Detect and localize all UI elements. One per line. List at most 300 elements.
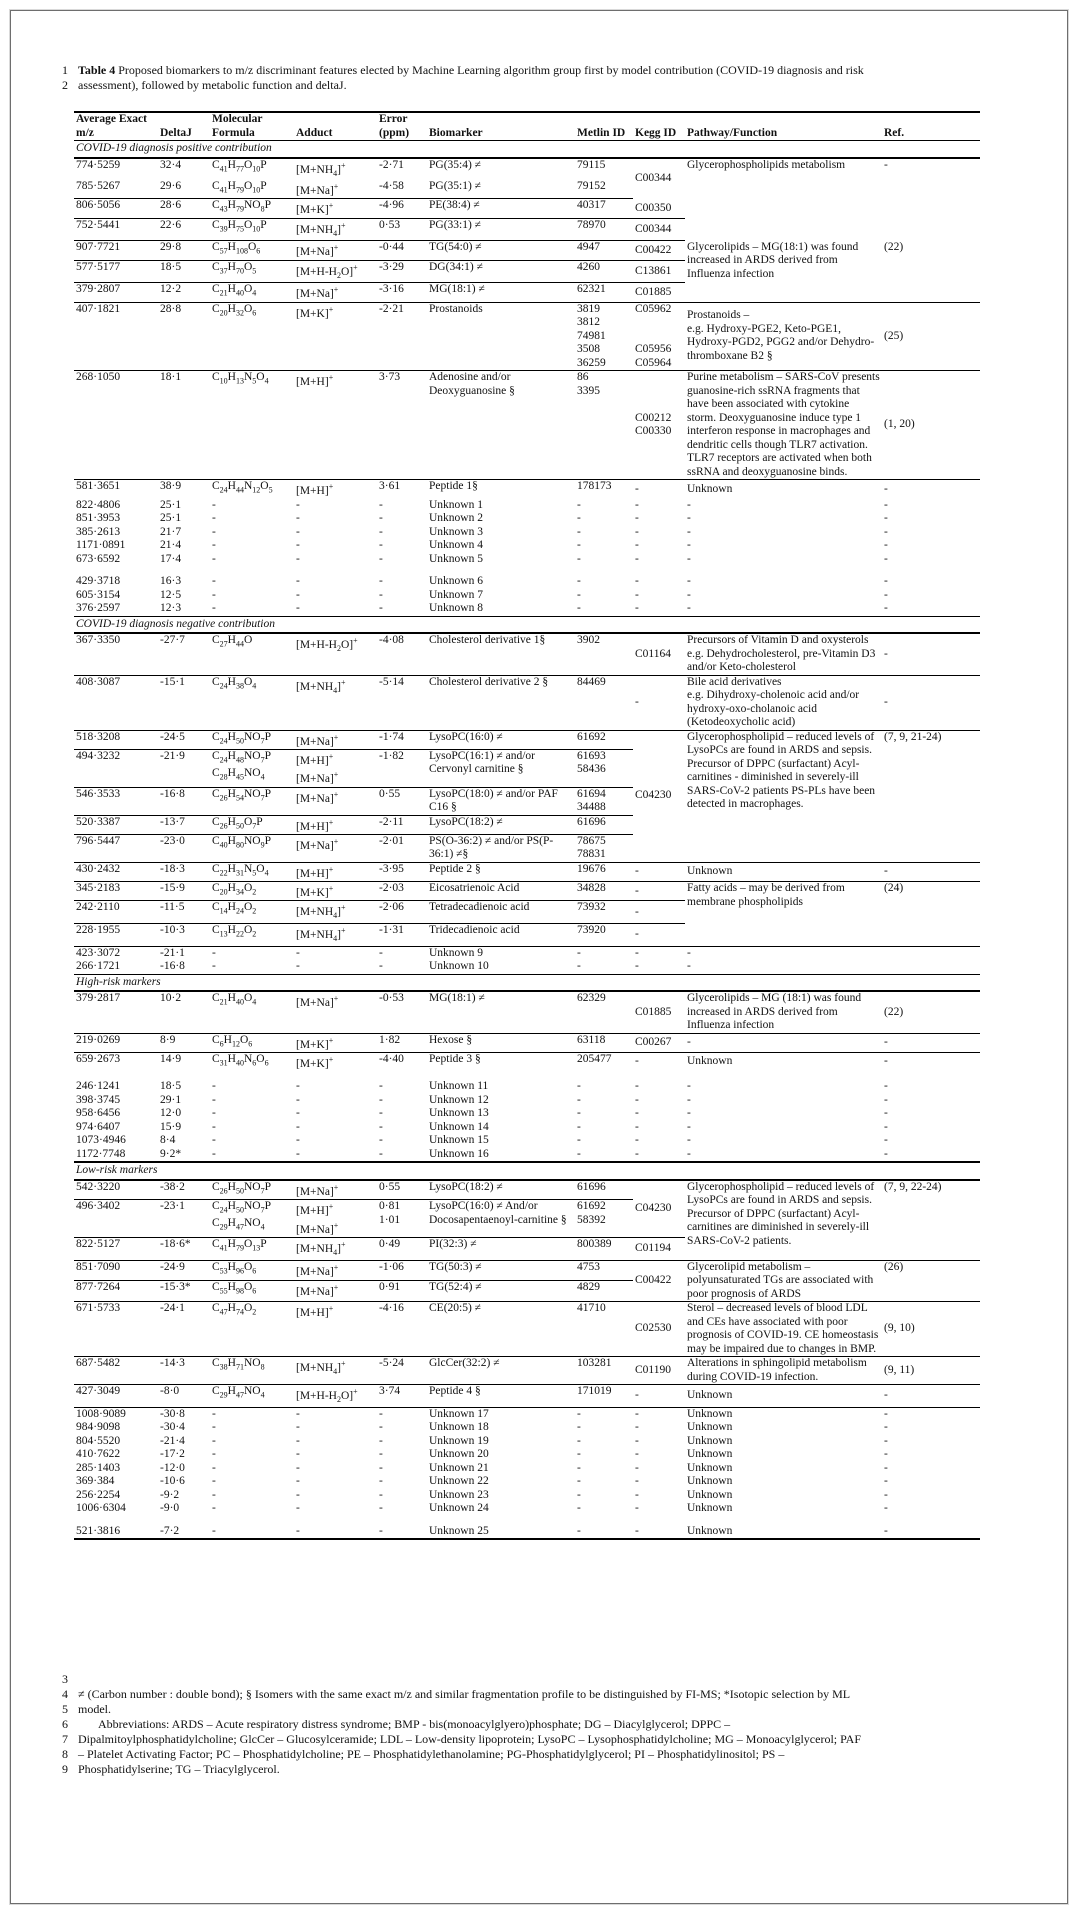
cell-biomarker: Unknown 25 xyxy=(427,1525,575,1540)
cell-pathway: Sterol – decreased levels of blood LDL and CEs have associated with poor prognosis of COVID-19. CE homeostasis may be impaired due to changes in BMP. xyxy=(685,1302,882,1357)
cell-metlin: - xyxy=(577,1107,581,1120)
cell-pathway: - xyxy=(687,602,691,615)
cell-kegg: - xyxy=(635,1093,639,1106)
cell-formula: - xyxy=(212,1093,216,1106)
cell-ref: (22) xyxy=(882,241,980,302)
table-caption xyxy=(62,63,992,93)
cell-deltaj: 9·2* xyxy=(158,1148,210,1163)
cell-mz: 266·1721 xyxy=(76,960,121,973)
cell-mz: 804·5520 xyxy=(76,1434,121,1447)
cell-biomarker: Unknown 6 xyxy=(429,575,483,588)
cell-ref: - xyxy=(884,1407,888,1420)
cell-mz: 687·5482 xyxy=(74,1357,158,1385)
cell-error: -0·44 xyxy=(377,241,427,260)
table-footnotes xyxy=(62,1672,992,1777)
table-row xyxy=(74,1525,980,1540)
cell-kegg: C05962 C05956 C05964 xyxy=(633,302,685,371)
cell-kegg: - xyxy=(635,552,639,565)
table-row xyxy=(74,1302,980,1357)
col-header-biomarker: Biomarker xyxy=(427,112,575,141)
cell-formula: $C_{29}H_{47}NO_4$ xyxy=(210,1385,294,1408)
cell-mz: 242·2110 xyxy=(74,901,158,924)
cell-pathway: - xyxy=(687,552,691,565)
cell-formula: - xyxy=(212,512,216,525)
cell-kegg: C00422 xyxy=(633,1260,685,1302)
table-row xyxy=(74,1357,980,1385)
cell-ref: (25) xyxy=(882,302,980,371)
cell-adduct: [M+H]+ xyxy=(296,482,334,498)
cell-mz: 385·2613 xyxy=(76,525,121,538)
cell-biomarker: PI(32:3) ≠ xyxy=(427,1237,575,1260)
cell-metlin: 61693 58436 xyxy=(575,749,633,787)
cell-error: 3·73 xyxy=(377,371,427,480)
cell-adduct: $[M+NH_4]^+$ xyxy=(294,901,377,924)
cell-formula: $C_{20}H_{34}O_2$ xyxy=(210,882,294,901)
cell-error: - xyxy=(379,575,383,588)
cell-adduct: [M+K]+ xyxy=(296,1055,334,1070)
cell-deltaj: -10·6 xyxy=(160,1475,185,1488)
cell-adduct: [M+Na]+ xyxy=(294,1260,377,1281)
cell-kegg: C01885 xyxy=(633,991,685,1033)
cell-kegg: - xyxy=(635,1080,639,1093)
cell-deltaj: 14·9 xyxy=(160,1053,182,1066)
cell-formula: $C_{38}H_{71}NO_8$ xyxy=(210,1357,294,1385)
cell-mz: 256·2254 xyxy=(76,1488,121,1501)
cell-adduct: $[M+NH_4]^+$ xyxy=(296,160,346,178)
line-number: 4 xyxy=(62,1687,68,1701)
cell-biomarker: Peptide 1§ xyxy=(429,480,478,493)
cell-error: -5·24 xyxy=(377,1357,427,1385)
col-header-adduct: Adduct xyxy=(294,112,377,141)
cell-biomarker: Eicosatrienoic Acid xyxy=(427,882,575,901)
cell-mz: 659·2673 xyxy=(76,1053,121,1066)
line-number: 2 xyxy=(62,78,68,92)
cell-mz: 806·5056 xyxy=(74,199,158,218)
section-row xyxy=(74,141,980,158)
col-header-kegg: Kegg ID xyxy=(633,112,685,141)
cell-ref: - xyxy=(884,588,888,601)
cell-formula: $C_{24}H_{38}O_4$ xyxy=(210,675,294,730)
cell-adduct: - xyxy=(296,1488,300,1501)
cell-deltaj: 8·9 xyxy=(158,1033,210,1052)
cell-error: -3·16 xyxy=(377,283,427,302)
cell-kegg: - xyxy=(635,498,639,511)
cell-formula: $C_{41}H_{77}O_{10}P$ xyxy=(212,158,267,173)
cell-kegg: - xyxy=(635,1488,639,1501)
cell-pathway: Glycerophospholipid – reduced levels of LysoPCs are found in ARDS and sepsis. Precursor of DPPC (surfactant) Acyl-carnitines - diminished in severely-ill SARS-CoV-2 patients PS-PLs have been detected in macrophages. xyxy=(685,730,882,862)
cell-mz: 822·5127 xyxy=(74,1237,158,1260)
cell-biomarker: Unknown 22 xyxy=(429,1475,489,1488)
cell-biomarker: Prostanoids xyxy=(427,302,575,371)
cell-biomarker: PG(35:4) ≠ xyxy=(429,158,481,171)
cell-adduct: - xyxy=(296,1093,300,1106)
cell-deltaj: -18·6* xyxy=(158,1237,210,1260)
table-label: Table 4 xyxy=(78,63,116,77)
cell-error: -3·95 xyxy=(377,862,427,881)
cell-error: -4·58 xyxy=(377,180,427,199)
footnote-symbols-2: model. xyxy=(78,1702,111,1716)
cell-adduct: - xyxy=(296,552,300,565)
cell-biomarker: Unknown 17 xyxy=(429,1407,489,1420)
col-header-formula: Molecular Formula xyxy=(210,112,294,141)
cell-metlin: 3819 3812 74981 3508 36259 xyxy=(575,302,633,371)
cell-formula: $C_{55}H_{98}O_6$ xyxy=(210,1281,294,1302)
cell-formula: - xyxy=(212,1448,216,1461)
cell-metlin: - xyxy=(577,539,581,552)
cell-pathway: - xyxy=(687,960,691,973)
cell-metlin: - xyxy=(577,1448,581,1461)
cell-formula: - xyxy=(212,1475,216,1488)
cell-adduct: $[M+NH_4]^+$ xyxy=(294,1357,377,1385)
table-row xyxy=(74,1260,980,1281)
spacer-row xyxy=(74,1516,980,1525)
cell-mz: 1008·9089 xyxy=(76,1407,126,1420)
cell-deltaj: -18·3 xyxy=(158,862,210,881)
cell-adduct: - xyxy=(296,1120,300,1133)
cell-mz: 494·3232 xyxy=(74,749,158,787)
section-title: COVID-19 diagnosis positive contribution xyxy=(74,141,980,158)
cell-adduct: - xyxy=(296,1461,300,1474)
cell-formula: $C_{57}H_{108}O_6$ xyxy=(210,241,294,260)
cell-mz: 219·0269 xyxy=(74,1033,158,1052)
cell-pathway: Unknown xyxy=(685,1385,882,1408)
cell-biomarker: Unknown 7 xyxy=(429,588,483,601)
cell-adduct: - xyxy=(296,1407,300,1420)
cell-metlin: - xyxy=(577,525,581,538)
line-number: 9 xyxy=(62,1762,68,1776)
cell-kegg: - xyxy=(635,602,639,615)
cell-kegg: C01194 xyxy=(633,1237,685,1260)
cell-adduct: - xyxy=(296,960,300,973)
cell-metlin: 78675 78831 xyxy=(575,834,633,862)
cell-biomarker: Peptide 2 § xyxy=(427,862,575,881)
cell-mz: 268·1050 xyxy=(74,371,158,480)
cell-pathway: Purine metabolism – SARS-CoV presents guanosine-rich ssRNA fragments that have been associated with cytokine storm. Deoxyguanosine induce type 1 interferon response in macrophages and dendritic cells though TLR7 activation. TLR7 receptors are activated when both ssRNA and deoxyguanosine binds. xyxy=(685,371,882,480)
cell-error: -3·29 xyxy=(377,260,427,283)
cell-biomarker: LysoPC(18:0) ≠ and/or PAF C16 § xyxy=(427,787,575,815)
cell-metlin: 171019 xyxy=(575,1385,633,1408)
cell-adduct: - xyxy=(296,1448,300,1461)
cell-error: - xyxy=(377,1525,427,1540)
cell-metlin: 4260 xyxy=(575,260,633,283)
cell-error: - xyxy=(379,1488,383,1501)
cell-adduct: [M+H]+ xyxy=(294,1302,377,1357)
cell-adduct: - xyxy=(296,539,300,552)
cell-deltaj: -14·3 xyxy=(158,1357,210,1385)
cell-mz: 408·3087 xyxy=(74,675,158,730)
cell-error: - xyxy=(379,498,383,511)
cell-adduct: - xyxy=(296,1134,300,1147)
cell-deltaj: 8·4 xyxy=(160,1134,176,1147)
cell-mz: 907·7721 xyxy=(74,241,158,260)
cell-biomarker: Unknown 2 xyxy=(429,512,483,525)
cell-adduct: [M+K]+ xyxy=(294,302,377,371)
cell-biomarker: Unknown 3 xyxy=(429,525,483,538)
cell-error: - xyxy=(379,602,383,615)
cell-biomarker: Unknown 16 xyxy=(427,1148,575,1163)
cell-adduct: - xyxy=(296,498,300,511)
cell-deltaj: -15·3* xyxy=(158,1281,210,1302)
cell-kegg: - xyxy=(635,1502,639,1515)
table-row xyxy=(74,575,980,589)
section-title: COVID-19 diagnosis negative contribution xyxy=(74,616,980,633)
cell-adduct: [M+Na]+ xyxy=(294,991,377,1033)
section-row xyxy=(74,616,980,633)
cell-pathway: Unknown xyxy=(687,1502,733,1515)
cell-pathway: - xyxy=(687,1093,691,1106)
table-row xyxy=(74,1033,980,1052)
cell-formula: - xyxy=(212,960,216,973)
cell-adduct: [M+Na]+ xyxy=(294,1180,377,1200)
cell-formula: - xyxy=(212,1434,216,1447)
cell-biomarker: PG(35:1) ≠ xyxy=(427,180,575,199)
cell-biomarker: Unknown 13 xyxy=(429,1107,489,1120)
table-row xyxy=(74,1448,980,1462)
col-header-error: Error (ppm) xyxy=(377,112,427,141)
cell-deltaj: -21·9 xyxy=(158,749,210,787)
cell-error: 1·82 xyxy=(377,1033,427,1052)
section-title: High-risk markers xyxy=(74,974,980,991)
cell-kegg: C01164 xyxy=(633,633,685,675)
cell-deltaj: -23·1 xyxy=(158,1200,210,1238)
cell-ref: - xyxy=(884,1502,888,1515)
cell-formula: $C_{21}H_{40}O_4$ xyxy=(210,991,294,1033)
cell-formula: $C_{24}H_{50}NO_7P$ $C_{29}H_{47}NO_4$ xyxy=(210,1200,294,1238)
cell-error: - xyxy=(379,1475,383,1488)
cell-kegg: - xyxy=(633,1148,685,1163)
cell-error: - xyxy=(379,1434,383,1447)
cell-ref: - xyxy=(882,633,980,675)
cell-biomarker: Unknown 23 xyxy=(429,1488,489,1501)
cell-deltaj: -12·0 xyxy=(160,1461,185,1474)
cell-ref: - xyxy=(884,1134,888,1147)
table-row xyxy=(74,1180,980,1200)
cell-biomarker: LysoPC(18:2) ≠ xyxy=(427,1180,575,1200)
cell-pathway: Unknown xyxy=(687,1461,733,1474)
cell-deltaj: 15·9 xyxy=(160,1120,182,1133)
table-row xyxy=(74,991,980,1033)
cell-deltaj: -15·9 xyxy=(158,882,210,901)
cell-pathway: Unknown xyxy=(687,1448,733,1461)
cell-metlin: 205477 xyxy=(577,1053,612,1066)
cell-error: -1·74 xyxy=(377,730,427,749)
cell-kegg: - xyxy=(633,1525,685,1540)
header-row xyxy=(74,112,980,141)
cell-adduct: [M+Na]+ xyxy=(294,730,377,749)
cell-formula: $C_{24}H_{48}NO_7P$ $C_{28}H_{45}NO_4$ xyxy=(210,749,294,787)
cell-kegg: - xyxy=(635,1434,639,1447)
cell-pathway: - xyxy=(687,1120,691,1133)
cell-pathway: - xyxy=(687,1080,691,1093)
cell-deltaj: -30·8 xyxy=(160,1407,185,1420)
cell-pathway: - xyxy=(687,1107,691,1120)
cell-pathway: Glycerophospholipids metabolism xyxy=(687,158,846,171)
cell-kegg: C02530 xyxy=(633,1302,685,1357)
cell-adduct: $[M+H-H_2O]^+$ xyxy=(294,1385,377,1408)
cell-deltaj: 25·1 xyxy=(160,498,182,511)
cell-kegg: - xyxy=(635,512,639,525)
cell-metlin: 79152 xyxy=(575,180,633,199)
cell-ref xyxy=(882,960,980,974)
cell-error: -4·16 xyxy=(377,1302,427,1357)
cell-deltaj: 25·1 xyxy=(160,512,182,525)
cell-kegg: C00350 xyxy=(633,199,685,218)
cell-pathway: Fatty acids – may be derived from membrane phospholipids xyxy=(685,882,882,947)
cell-kegg: - xyxy=(635,1120,639,1133)
cell-deltaj: 28·6 xyxy=(158,199,210,218)
cell-adduct: - xyxy=(296,525,300,538)
cell-deltaj: 32·4 xyxy=(160,158,182,171)
cell-formula: - xyxy=(210,1525,294,1540)
cell-metlin: - xyxy=(575,1525,633,1540)
cell-formula: $C_{47}H_{74}O_2$ xyxy=(210,1302,294,1357)
cell-metlin: 62329 xyxy=(575,991,633,1033)
cell-kegg: C00344 xyxy=(633,218,685,241)
cell-biomarker: Tetradecadienoic acid xyxy=(427,901,575,924)
table-row xyxy=(74,553,980,567)
spacer-cell xyxy=(74,566,980,575)
cell-biomarker: Unknown 1 xyxy=(429,498,483,511)
cell-formula: $C_{26}H_{50}NO_7P$ xyxy=(210,1180,294,1200)
cell-ref: - xyxy=(884,512,888,525)
cell-deltaj: 12·3 xyxy=(160,602,182,615)
cell-biomarker: Unknown 24 xyxy=(429,1502,489,1515)
cell-ref: - xyxy=(884,1421,888,1434)
cell-error: - xyxy=(379,1502,383,1515)
cell-pathway: Unknown xyxy=(687,482,733,495)
cell-metlin: 800389 xyxy=(575,1237,633,1260)
cell-pathway: - xyxy=(687,588,691,601)
cell-kegg: C04230 xyxy=(633,1180,685,1237)
cell-formula: $C_{53}H_{96}O_6$ xyxy=(210,1260,294,1281)
cell-adduct: [M+H]+ [M+Na]+ xyxy=(294,749,377,787)
table-row xyxy=(74,1134,980,1148)
cell-formula: - xyxy=(212,1120,216,1133)
cell-pathway: - xyxy=(687,512,691,525)
cell-deltaj: -21·4 xyxy=(160,1434,185,1447)
footnote-symbols: ≠ (Carbon number : double bond); § Isomers with the same exact m/z and similar fragmentation profile to be distinguished by FI-MS; *Isotopic selection by ML xyxy=(78,1687,851,1701)
cell-error: 0·91 xyxy=(377,1281,427,1302)
cell-biomarker: PS(O-36:2) ≠ and/or PS(P-36:1) ≠§ xyxy=(427,834,575,862)
cell-error: -1·31 xyxy=(377,924,427,947)
cell-kegg: C04230 xyxy=(633,730,685,862)
cell-kegg: - xyxy=(635,1461,639,1474)
cell-adduct: - xyxy=(294,1525,377,1540)
cell-error: - xyxy=(379,539,383,552)
cell-kegg: - xyxy=(633,924,685,947)
cell-biomarker: LysoPC(16:0) ≠ And/or Docosapentaenoyl-carnitine § xyxy=(427,1200,575,1238)
cell-biomarker: PG(33:1) ≠ xyxy=(427,218,575,241)
cell-mz: 581·3651 xyxy=(76,480,121,493)
cell-kegg: - xyxy=(633,901,685,924)
cell-mz: 520·3387 xyxy=(74,815,158,834)
cell-formula: - xyxy=(212,552,216,565)
table-row xyxy=(74,633,980,675)
cell-mz: 785·5267 xyxy=(74,180,158,199)
cell-adduct: - xyxy=(296,946,300,959)
cell-mz: 246·1241 xyxy=(76,1080,121,1093)
cell-mz: 423·3072 xyxy=(76,946,121,959)
cell-error: - xyxy=(379,1448,383,1461)
cell-biomarker: Unknown 15 xyxy=(429,1134,489,1147)
table-row xyxy=(74,602,980,616)
cell-error: -5·14 xyxy=(377,675,427,730)
cell-error: - xyxy=(379,1421,383,1434)
cell-biomarker: Unknown 11 xyxy=(429,1080,489,1093)
cell-kegg: C01190 xyxy=(633,1357,685,1385)
cell-error: - xyxy=(379,588,383,601)
cell-formula: - xyxy=(212,1421,216,1434)
cell-mz: 379·2807 xyxy=(74,283,158,302)
cell-ref: - xyxy=(882,1148,980,1163)
cell-pathway: Glycerophospholipid – reduced levels of LysoPCs are found in ARDS and sepsis. Precursor of DPPC (surfactant) Acyl-carnitines are diminished in severely-ill SARS-CoV-2 patients. xyxy=(685,1180,882,1260)
cell-metlin: - xyxy=(577,1434,581,1447)
cell-formula: $C_{39}H_{75}O_{10}P$ xyxy=(210,218,294,241)
cell-formula: - xyxy=(212,1080,216,1093)
cell-mz: 518·3208 xyxy=(74,730,158,749)
cell-adduct: [M+H]+ [M+Na]+ xyxy=(294,1200,377,1238)
section-row xyxy=(74,974,980,991)
cell-biomarker: Tridecadienoic acid xyxy=(427,924,575,947)
cell-error: 3·74 xyxy=(377,1385,427,1408)
cell-kegg: - xyxy=(633,882,685,901)
cell-mz: 542·3220 xyxy=(74,1180,158,1200)
cell-pathway: Unknown xyxy=(687,1488,733,1501)
cell-deltaj: -27·7 xyxy=(158,633,210,675)
caption-text-2: assessment), followed by metabolic function and deltaJ. xyxy=(78,78,347,92)
cell-deltaj: 17·4 xyxy=(160,552,182,565)
cell-metlin: 3902 xyxy=(575,633,633,675)
cell-adduct: - xyxy=(296,1475,300,1488)
cell-mz: 974·6407 xyxy=(76,1120,121,1133)
cell-deltaj: 12·2 xyxy=(158,283,210,302)
cell-kegg: - xyxy=(635,1475,639,1488)
cell-biomarker: Unknown 4 xyxy=(429,539,483,552)
cell-biomarker: TG(54:0) ≠ xyxy=(427,241,575,260)
cell-formula: $C_{27}H_{44}O$ xyxy=(210,633,294,675)
table-row xyxy=(74,1489,980,1503)
cell-pathway: Unknown xyxy=(687,1475,733,1488)
cell-kegg: C00422 xyxy=(633,241,685,260)
cell-mz: 851·7090 xyxy=(74,1260,158,1281)
cell-metlin: 63118 xyxy=(575,1033,633,1052)
cell-mz: 430·2432 xyxy=(74,862,158,881)
cell-mz: 369·384 xyxy=(76,1475,115,1488)
cell-kegg: - xyxy=(635,1407,639,1420)
table-row xyxy=(74,960,980,974)
cell-error: 0·55 xyxy=(377,1180,427,1200)
cell-error: - xyxy=(379,1093,383,1106)
table-row xyxy=(74,1094,980,1108)
cell-error: - xyxy=(379,1120,383,1133)
cell-mz: 822·4806 xyxy=(76,498,121,511)
cell-ref: - xyxy=(882,862,980,881)
cell-metlin: - xyxy=(577,552,581,565)
table-row xyxy=(74,1121,980,1135)
cell-error: - xyxy=(379,960,383,973)
line-number: 7 xyxy=(62,1732,68,1746)
cell-deltaj: -16·8 xyxy=(160,960,185,973)
cell-biomarker: Unknown 19 xyxy=(429,1434,489,1447)
cell-mz: 427·3049 xyxy=(74,1385,158,1408)
table-row xyxy=(74,1385,980,1408)
table-row xyxy=(74,480,980,499)
cell-mz: 376·2597 xyxy=(76,602,121,615)
cell-metlin: - xyxy=(577,1093,581,1106)
cell-error: 0·53 xyxy=(377,218,427,241)
cell-biomarker: Unknown 8 xyxy=(429,602,483,615)
table-row xyxy=(74,302,980,371)
